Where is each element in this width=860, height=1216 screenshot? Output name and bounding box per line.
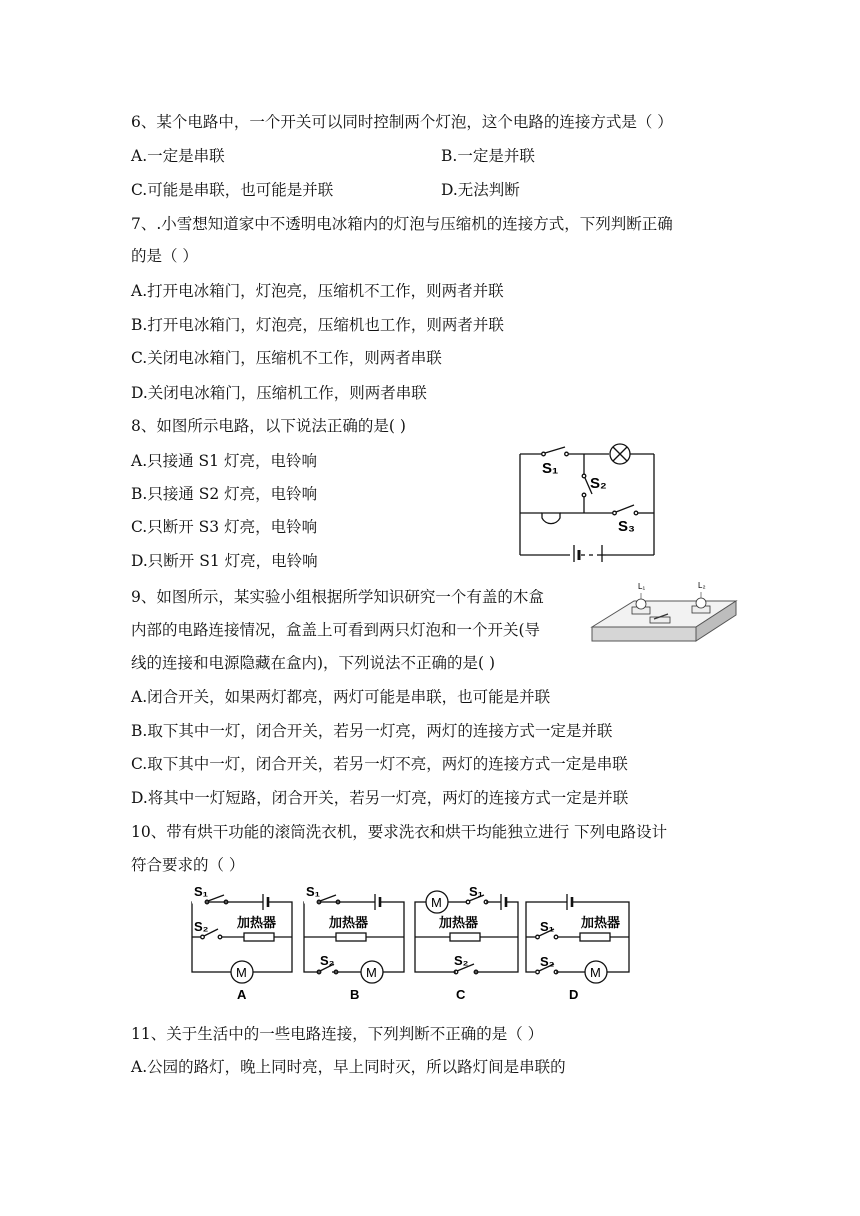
motor-label: M (590, 965, 601, 980)
heater-label: 加热器 (237, 915, 277, 930)
q8-stem: 8、如图所示电路，以下说法正确的是( ) (131, 417, 406, 435)
q7-stem-line1: 7、.小雪想知道家中不透明电冰箱内的灯泡与压缩机的连接方式，下列判断正确 (131, 215, 673, 233)
s2-label: S₂ (194, 919, 209, 934)
q9-stem-line2: 内部的电路连接情况，盒盖上可看到两只灯泡和一个开关(导 (131, 621, 541, 639)
q9-stem-line1: 9、如图所示，某实验小组根据所学知识研究一个有盖的木盒 (131, 588, 544, 606)
s2-label: S₂ (320, 953, 335, 968)
q10-circuit-options (186, 882, 636, 1004)
s3-label: S₃ (618, 518, 635, 535)
q6-option-b: B.一定是并联 (441, 147, 535, 165)
q6-option-c: C.可能是串联，也可能是并联 (131, 181, 334, 199)
motor-label: M (431, 895, 442, 910)
q9-wooden-box-figure (588, 577, 740, 649)
q11-option-a: A.公园的路灯，晚上同时亮，早上同时灭，所以路灯间是串联的 (131, 1058, 566, 1076)
s2-label: S₂ (590, 475, 607, 492)
s2-label: S₂ (540, 954, 555, 969)
q8-option-a: A.只接通 S1 灯亮，电铃响 (131, 452, 317, 470)
heater-label: 加热器 (439, 915, 479, 930)
q7-option-d: D.关闭电冰箱门，压缩机工作，则两者串联 (131, 384, 427, 402)
s2-label: S₂ (454, 953, 469, 968)
circuit-c (415, 884, 518, 1002)
q7-stem-line2: 的是（ ） (131, 247, 198, 265)
q8-option-c: C.只断开 S3 灯亮，电铃响 (131, 518, 318, 536)
circuit-d (526, 894, 629, 1002)
q11-stem: 11、关于生活中的一些电路连接，下列判断不正确的是（ ） (131, 1025, 544, 1043)
option-c-label: C (456, 987, 466, 1002)
q9-stem-line3: 线的连接和电源隐藏在盒内)，下列说法不正确的是( ) (131, 654, 496, 672)
q10-stem-line2: 符合要求的（ ） (131, 856, 245, 874)
s1-label: S₁ (469, 884, 484, 899)
circuit-a (192, 884, 292, 1002)
q10-stem-line1: 10、带有烘干功能的滚筒洗衣机，要求洗衣和烘干均能独立进行 下列电路设计 (131, 823, 668, 841)
option-a-label: A (237, 987, 247, 1002)
q9-option-b: B.取下其中一灯，闭合开关，若另一灯亮，两灯的连接方式一定是并联 (131, 722, 613, 740)
option-b-label: B (350, 987, 360, 1002)
q6-option-a: A.一定是串联 (131, 147, 225, 165)
option-d-label: D (569, 987, 579, 1002)
l2-label: L₂ (698, 581, 706, 590)
q9-option-c: C.取下其中一灯，闭合开关，若另一灯不亮，两灯的连接方式一定是串联 (131, 755, 628, 773)
s1-label: S₁ (306, 884, 321, 899)
q9-option-a: A.闭合开关，如果两灯都亮，两灯可能是串联，也可能是并联 (131, 688, 551, 706)
q7-option-c: C.关闭电冰箱门，压缩机不工作，则两者串联 (131, 349, 442, 367)
q6-stem: 6、某个电路中，一个开关可以同时控制两个灯泡，这个电路的连接方式是（ ） (131, 113, 673, 131)
q7-option-a: A.打开电冰箱门，灯泡亮，压缩机不工作，则两者并联 (131, 282, 504, 300)
heater-label: 加热器 (581, 915, 621, 930)
s1-label: S₁ (542, 460, 559, 477)
q9-option-d: D.将其中一灯短路，闭合开关，若另一灯亮，两灯的连接方式一定是并联 (131, 789, 629, 807)
circuit-b (304, 884, 404, 1002)
q7-option-b: B.打开电冰箱门，灯泡亮，压缩机也工作，则两者并联 (131, 316, 504, 334)
q8-option-d: D.只断开 S1 灯亮，电铃响 (131, 552, 318, 570)
motor-label: M (236, 965, 247, 980)
s1-label: S₁ (540, 919, 555, 934)
heater-label: 加热器 (329, 915, 369, 930)
s1-label: S₁ (194, 884, 209, 899)
q8-circuit-diagram (512, 440, 662, 562)
l1-label: L₁ (638, 582, 646, 591)
q8-option-b: B.只接通 S2 灯亮，电铃响 (131, 485, 318, 503)
q6-option-d: D.无法判断 (441, 181, 520, 199)
motor-label: M (366, 965, 377, 980)
